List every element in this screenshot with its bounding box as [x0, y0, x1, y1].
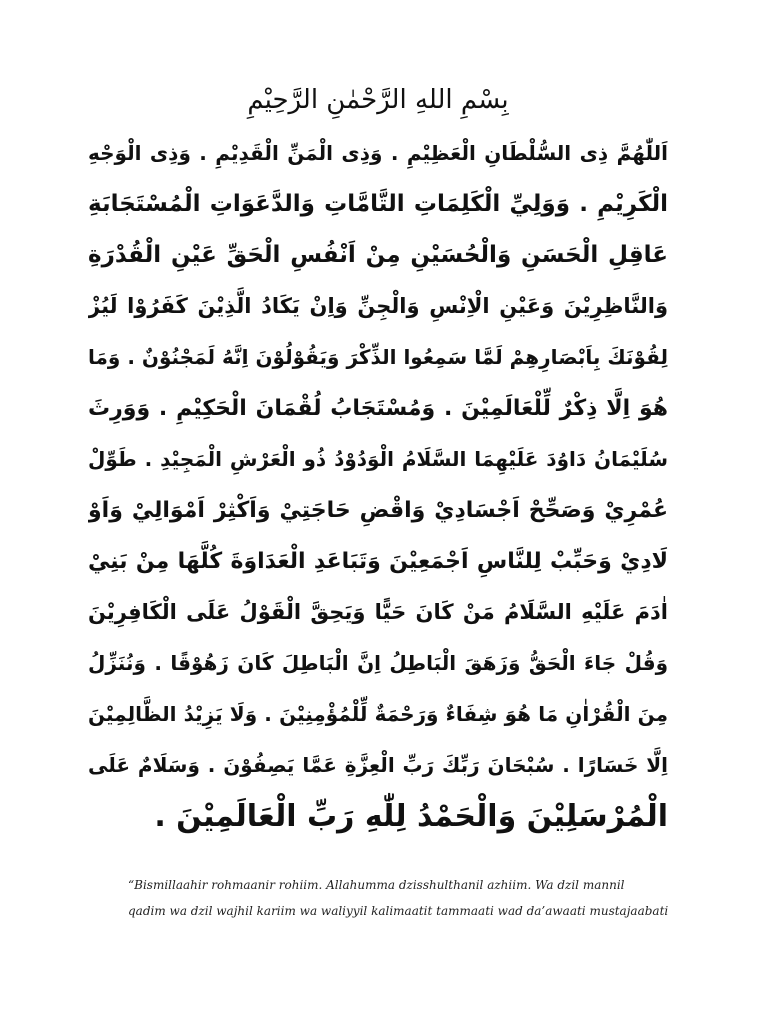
arabic-line: اِلَّا خَسَارًا . سُبْحَانَ رَبِّكَ رَبِّ الْعِزَّةِ عَمَّا يَصِفُوْنَ . وَسَلَامٌ عَلَى: [88, 753, 668, 777]
arabic-line: الْكَرِيْمِ . وَوَلِيِّ الْكَلِمَاتِ التَّامَّاتِ وَالدَّعَوَاتِ الْمُسْتَجَابَةِ: [88, 191, 668, 217]
arabic-line: مِنَ الْقُرْاٰنِ مَا هُوَ شِفَاءٌ وَرَحْمَةٌ لِّلْمُؤْمِنِيْنَ . وَلَا يَزِيْدُ الظَّالِمِيْنَ: [88, 702, 668, 726]
arabic-line: لِقُوْنَكَ بِاَبْصَارِهِمْ لَمَّا سَمِعُوا الذِّكْرَ وَيَقُوْلُوْنَ اِنَّهُ لَمَجْنُوْنٌ . وَمَا: [88, 345, 668, 369]
arabic-line: وَالنَّاظِرِيْنَ وَعَيْنِ الْاِنْسِ وَالْجِنِّ وَاِنْ يَكَادُ الَّذِيْنَ كَفَرُوْا لَيُزْ: [88, 294, 668, 318]
arabic-line: سُلَيْمَانُ دَاوُدَ عَلَيْهِمَا السَّلَامُ الْوَدُوْدُ ذُو الْعَرْشِ الْمَجِيْدِ . طَوِّلْ: [88, 447, 668, 471]
arabic-prayer-text: [88, 78, 668, 858]
transliteration-line: qadim wa dzil wajhil kariim wa waliyyil kalimaatit tammaati wad da’awaati mustajaabati: [128, 904, 669, 918]
arabic-line: لَادِيْ وَحَبِّبْ لِلنَّاسِ اَجْمَعِيْنَ وَتَبَاعَدِ الْعَدَاوَةَ كُلَّهَا مِنْ بَنِيْ: [88, 549, 668, 574]
arabic-line: وَقُلْ جَاءَ الْحَقُّ وَزَهَقَ الْبَاطِلُ اِنَّ الْبَاطِلَ كَانَ زَهُوْقًا . وَنُنَزِّلُ: [88, 651, 668, 675]
transliteration-line: “Bismillaahir rohmaanir rohiim. Allahumma dzisshulthanil azhiim. Wa dzil mannil: [128, 878, 625, 892]
transliteration-paragraph: [128, 872, 668, 924]
basmala-heading: بِسْمِ اللهِ الرَّحْمٰنِ الرَّحِيْمِ: [247, 85, 509, 115]
arabic-line: اَللّٰهُمَّ ذِى السُّلْطَانِ الْعَظِيْمِ . وَذِى الْمَنِّ الْقَدِيْمِ . وَذِى الْوَجْهِ: [88, 141, 668, 165]
arabic-line: عَاقِلِ الْحَسَنِ وَالْحُسَيْنِ مِنْ اَنْفُسِ الْحَقِّ عَيْنِ الْقُدْرَةِ: [88, 242, 668, 268]
arabic-line: اٰدَمَ عَلَيْهِ السَّلَامُ مَنْ كَانَ حَيًّا وَيَحِقَّ الْقَوْلُ عَلَى الْكَافِرِيْنَ: [88, 600, 668, 624]
arabic-line-last: الْمُرْسَلِيْنَ وَالْحَمْدُ لِلّٰهِ رَبِّ الْعَالَمِيْنَ .: [154, 799, 668, 834]
arabic-line: عُمْرِيْ وَصَحِّحْ اَجْسَادِيْ وَاقْضِ حَاجَتِيْ وَاَكْثِرْ اَمْوَالِيْ وَاَوْ: [88, 498, 668, 523]
arabic-line: هُوَ اِلَّا ذِكْرٌ لِّلْعَالَمِيْنَ . وَمُسْتَجَابُ لُقْمَانَ الْحَكِيْمِ . وَوَرِثَ: [88, 396, 668, 421]
